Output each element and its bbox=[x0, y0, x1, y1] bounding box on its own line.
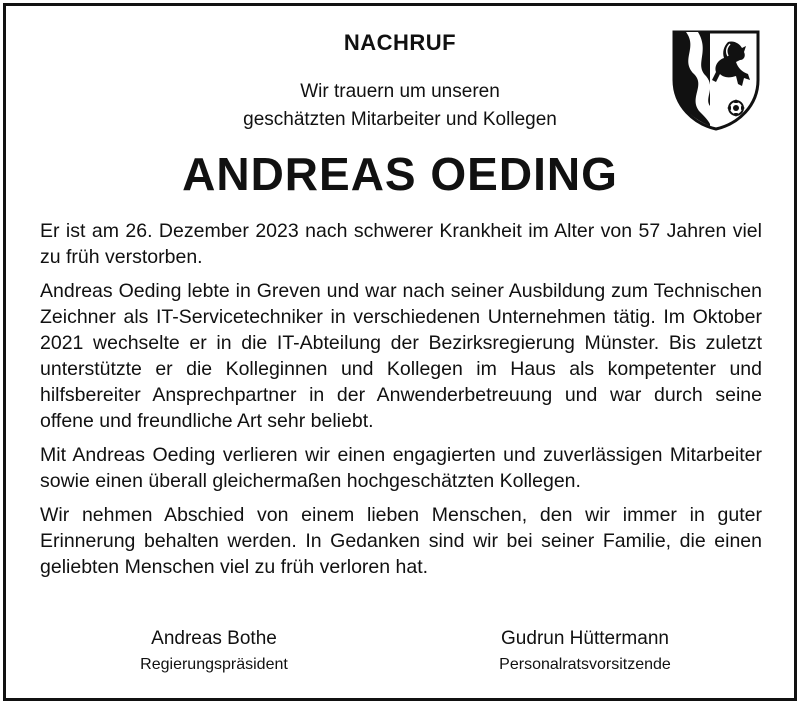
signatory-name: Gudrun Hüttermann bbox=[501, 628, 669, 649]
signatory-title: Regierungspräsident bbox=[140, 656, 288, 673]
signatory-name: Andreas Bothe bbox=[151, 628, 277, 649]
notice-body bbox=[40, 218, 762, 588]
signature-block bbox=[435, 626, 735, 678]
body-paragraph: Mit Andreas Oeding verlieren wir einen engagierten und zuverlässigen Mitarbeiter sowie einen überall gleichermaßen hochgeschätzten Kollegen. bbox=[40, 444, 762, 492]
body-paragraph: Andreas Oeding lebte in Greven und war nach seiner Ausbildung zum Technischen Zeichner als IT-Servicetechniker in verschiedenen Unternehmen tätig. Im Oktober 2021 wechselte er in die IT-Abteilung der Bezirksregierung Münster. Bis zuletzt unterstützte er die Kolleginnen und Kollegen im Haus als kompetenter und hilfsbereiter Ansprechpartner in der Anwenderbetreuung und war durch seine offene und freundliche Art sehr beliebt. bbox=[40, 280, 762, 432]
deceased-name: ANDREAS OEDING bbox=[182, 148, 618, 200]
intro-line: geschätzten Mitarbeiter und Kollegen bbox=[243, 109, 557, 130]
signatory-title: Personalratsvorsitzende bbox=[499, 656, 671, 673]
intro-line: Wir trauern um unseren bbox=[300, 81, 500, 102]
body-paragraph: Er ist am 26. Dezember 2023 nach schwerer Krankheit im Alter von 57 Jahren viel zu früh verstorben. bbox=[40, 220, 762, 268]
notice-heading: NACHRUF bbox=[343, 30, 457, 55]
body-paragraph: Wir nehmen Abschied von einem lieben Menschen, den wir immer in guter Erinnerung behalten werden. In Gedanken sind wir bei seiner Familie, die einen geliebten Menschen viel zu früh verloren hat. bbox=[40, 504, 762, 578]
signature-block bbox=[64, 626, 364, 678]
intro-text bbox=[0, 78, 800, 134]
